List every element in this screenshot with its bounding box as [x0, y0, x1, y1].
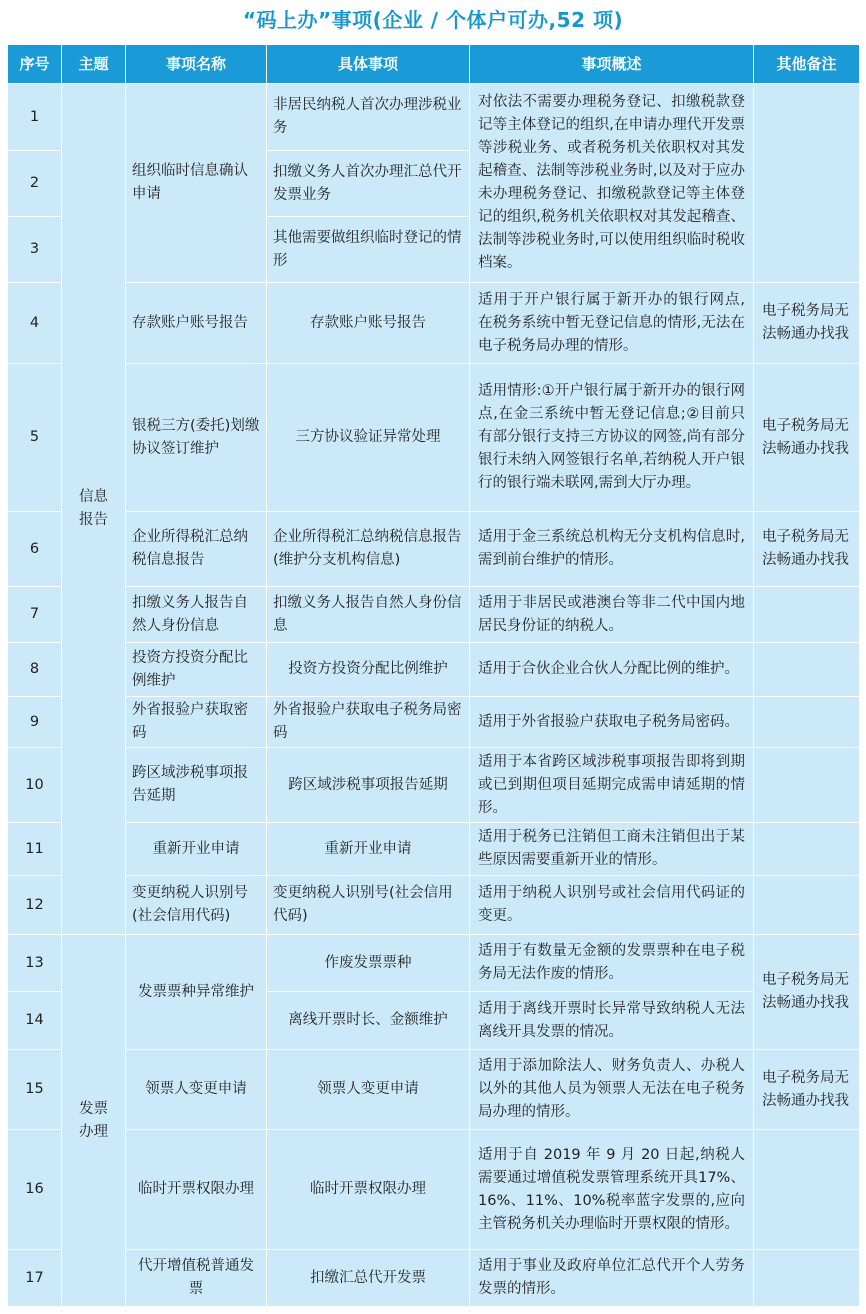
item-name: 组织临时信息确认申请 — [126, 84, 267, 283]
table-row — [8, 935, 860, 992]
item-note — [754, 876, 860, 935]
row-index: 15 — [8, 1050, 62, 1130]
theme-info-report — [62, 84, 126, 935]
specific-item: 变更纳税人识别号(社会信用代码) — [267, 876, 470, 935]
item-name: 变更纳税人识别号(社会信用代码) — [126, 876, 267, 935]
header-index: 序号 — [8, 45, 62, 84]
item-note: 电子税务局无法畅通办找我 — [754, 364, 860, 512]
theme-invoice — [62, 935, 126, 1307]
specific-item: 三方协议验证异常处理 — [267, 364, 470, 512]
table-row — [8, 587, 860, 643]
item-name: 重新开业申请 — [126, 823, 267, 876]
item-name: 投资方投资分配比例维护 — [126, 643, 267, 697]
row-index: 12 — [8, 876, 62, 935]
item-description: 适用于金三系统总机构无分支机构信息时,需到前台维护的情形。 — [470, 512, 754, 587]
item-name: 领票人变更申请 — [126, 1050, 267, 1130]
item-description: 适用于纳税人识别号或社会信用代码证的变更。 — [470, 876, 754, 935]
item-name: 企业所得税汇总纳税信息报告 — [126, 512, 267, 587]
specific-item: 扣缴汇总代开发票 — [267, 1250, 470, 1307]
row-index: 3 — [8, 217, 62, 283]
specific-item: 重新开业申请 — [267, 823, 470, 876]
item-name: 扣缴义务人报告自然人身份信息 — [126, 587, 267, 643]
table-row — [8, 512, 860, 587]
item-description: 适用于离线开票时长异常导致纳税人无法离线开具发票的情况。 — [470, 992, 754, 1050]
table-header — [8, 45, 860, 84]
row-index: 6 — [8, 512, 62, 587]
item-description: 适用于税务已注销但工商未注销但出于某些原因需要重新开业的情形。 — [470, 823, 754, 876]
row-index: 10 — [8, 748, 62, 823]
item-note — [754, 1130, 860, 1250]
specific-item: 领票人变更申请 — [267, 1050, 470, 1130]
item-description: 适用于合伙企业合伙人分配比例的维护。 — [470, 643, 754, 697]
specific-item: 外省报验户获取电子税务局密码 — [267, 697, 470, 748]
theme-label: 信息报告 — [79, 489, 108, 528]
item-name: 外省报验户获取密码 — [126, 697, 267, 748]
table-row — [8, 1130, 860, 1250]
table-row — [8, 283, 860, 364]
item-description: 适用于非居民或港澳台等非二代中国内地居民身份证的纳税人。 — [470, 587, 754, 643]
item-description: 适用于外省报验户获取电子税务局密码。 — [470, 697, 754, 748]
item-note — [754, 697, 860, 748]
item-note: 电子税务局无法畅通办找我 — [754, 283, 860, 364]
item-description: 对依法不需要办理税务登记、扣缴税款登记等主体登记的组织,在申请办理代开发票等涉税业务、或者税务机关依职权对其发起稽查、法制等涉税业务时,以及对于应办未办理税务登记、扣缴税款登记等主体登记的组织,税务机关依职权对其发起稽查、法制等涉税业务时,可以使用组织临时税收档案。 — [470, 84, 754, 283]
page-title: “码上办”事项(企业 / 个体户可办,52 项) — [242, 8, 624, 32]
item-name: 存款账户账号报告 — [126, 283, 267, 364]
table-row — [8, 876, 860, 935]
item-note — [754, 84, 860, 283]
item-description: 适用于本省跨区域涉税事项报告即将到期或已到期但项目延期完成需申请延期的情形。 — [470, 748, 754, 823]
row-index: 5 — [8, 364, 62, 512]
row-index: 17 — [8, 1250, 62, 1307]
table-row — [8, 823, 860, 876]
row-index: 1 — [8, 84, 62, 151]
item-name: 跨区域涉税事项报告延期 — [126, 748, 267, 823]
specific-item: 作废发票票种 — [267, 935, 470, 992]
row-index: 8 — [8, 643, 62, 697]
table-row — [8, 364, 860, 512]
row-index: 11 — [8, 823, 62, 876]
header-description: 事项概述 — [470, 45, 754, 84]
header-specific: 具体事项 — [267, 45, 470, 84]
row-index: 13 — [8, 935, 62, 992]
header-note: 其他备注 — [754, 45, 860, 84]
table-row — [8, 697, 860, 748]
item-description: 适用于自 2019 年 9 月 20 日起,纳税人需要通过增值税发票管理系统开具17%、16%、11%、10%税率蓝字发票的,应向主管税务机关办理临时开票权限的情形。 — [470, 1130, 754, 1250]
service-table — [7, 44, 860, 1307]
header-theme: 主题 — [62, 45, 126, 84]
specific-item: 跨区域涉税事项报告延期 — [267, 748, 470, 823]
specific-item: 投资方投资分配比例维护 — [267, 643, 470, 697]
row-index: 4 — [8, 283, 62, 364]
row-index: 2 — [8, 151, 62, 217]
item-note: 电子税务局无法畅通办找我 — [754, 512, 860, 587]
item-description: 适用于开户银行属于新开办的银行网点, 在税务系统中暂无登记信息的情形,无法在电子税务局办理的情形。 — [470, 283, 754, 364]
item-description: 适用于事业及政府单位汇总代开个人劳务发票的情形。 — [470, 1250, 754, 1307]
table-row — [8, 1050, 860, 1130]
header-item-name: 事项名称 — [126, 45, 267, 84]
row-index: 14 — [8, 992, 62, 1050]
row-index: 9 — [8, 697, 62, 748]
item-name: 发票票种异常维护 — [126, 935, 267, 1050]
item-note — [754, 823, 860, 876]
specific-item: 扣缴义务人首次办理汇总代开发票业务 — [267, 151, 470, 217]
item-name: 代开增值税普通发票 — [126, 1250, 267, 1307]
table-row — [8, 1250, 860, 1307]
item-name: 临时开票权限办理 — [126, 1130, 267, 1250]
specific-item: 非居民纳税人首次办理涉税业务 — [267, 84, 470, 151]
item-note — [754, 587, 860, 643]
specific-item: 存款账户账号报告 — [267, 283, 470, 364]
row-index: 7 — [8, 587, 62, 643]
specific-item: 临时开票权限办理 — [267, 1130, 470, 1250]
item-description: 适用于有数量无金额的发票票种在电子税务局无法作废的情形。 — [470, 935, 754, 992]
theme-label: 发票办理 — [79, 1100, 108, 1140]
specific-item: 离线开票时长、金额维护 — [267, 992, 470, 1050]
specific-item: 其他需要做组织临时登记的情形 — [267, 217, 470, 283]
table-row — [8, 643, 860, 697]
row-index: 16 — [8, 1130, 62, 1250]
item-note — [754, 643, 860, 697]
table-row — [8, 748, 860, 823]
item-description: 适用情形:①开户银行属于新开办的银行网点,在金三系统中暂无登记信息;②目前只有部分银行支持三方协议的网签,尚有部分银行未纳入网签银行名单,若纳税人开户银行的银行端未联网,需到大厅办理。 — [470, 364, 754, 512]
item-description: 适用于添加除法人、财务负责人、办税人以外的其他人员为领票人无法在电子税务局办理的情形。 — [470, 1050, 754, 1130]
specific-item: 扣缴义务人报告自然人身份信息 — [267, 587, 470, 643]
item-note — [754, 748, 860, 823]
table-row — [8, 84, 860, 151]
item-name: 银税三方(委托)划缴协议签订维护 — [126, 364, 267, 512]
item-note — [754, 1250, 860, 1307]
item-note: 电子税务局无法畅通办找我 — [754, 935, 860, 1050]
specific-item: 企业所得税汇总纳税信息报告(维护分支机构信息) — [267, 512, 470, 587]
item-note: 电子税务局无法畅通办找我 — [754, 1050, 860, 1130]
